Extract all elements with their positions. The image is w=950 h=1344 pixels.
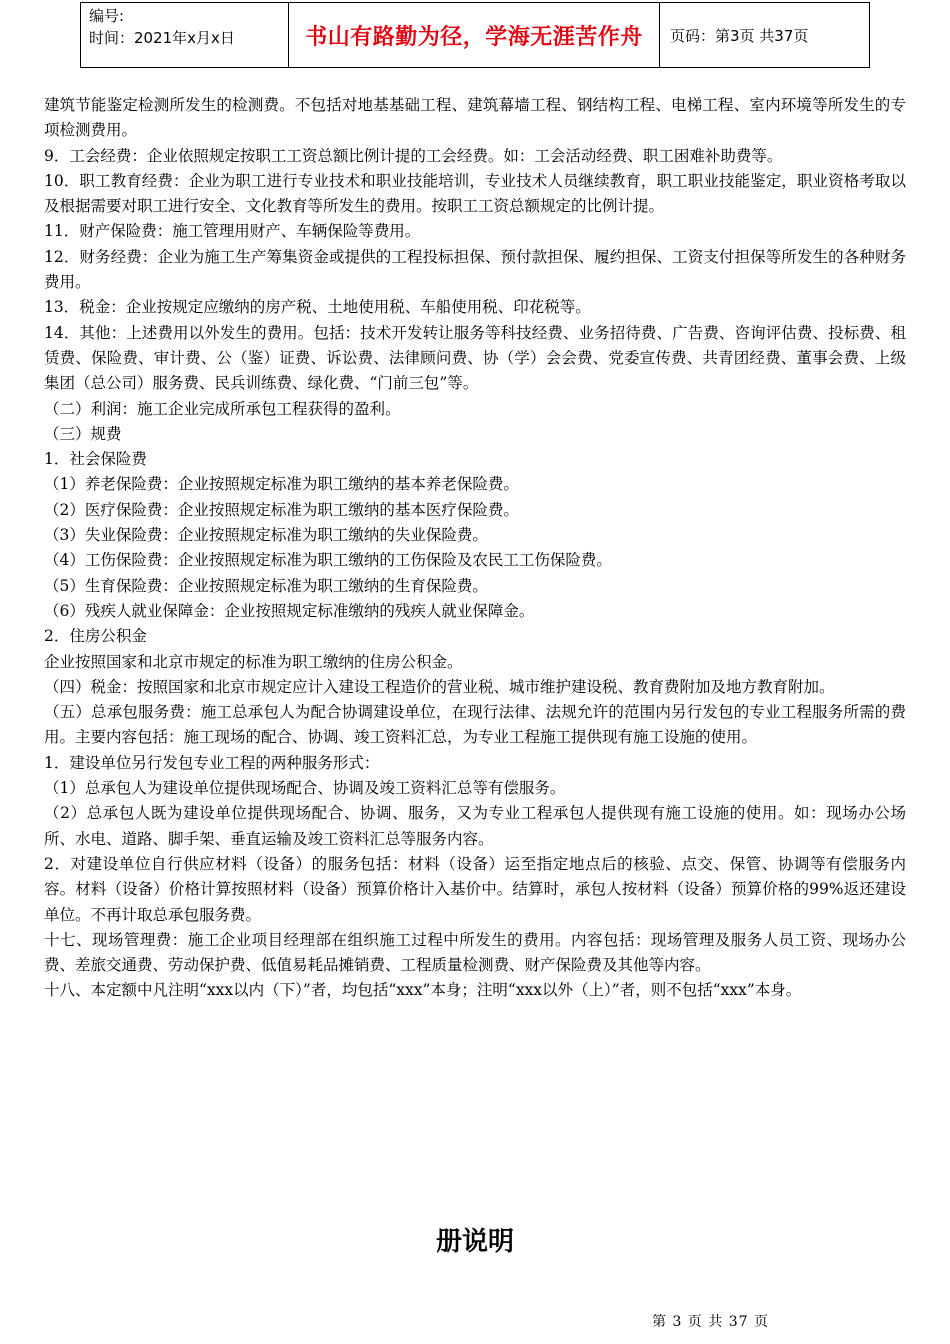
paragraph: 企业按照国家和北京市规定的标准为职工缴纳的住房公积金。 <box>44 652 463 671</box>
paragraph: 1．社会保险费 <box>44 450 147 469</box>
paragraph: （6）残疾人就业保障金：企业按照规定标准缴纳的残疾人就业保障金。 <box>44 601 535 620</box>
document-time-label: 时间：2021年x月x日 <box>89 29 235 47</box>
header-motto: 书山有路勤为径，学海无涯苦作舟 <box>289 3 660 68</box>
document-number-label: 编号: <box>89 7 125 25</box>
paragraph: 十八、本定额中凡注明“xxx以内（下）”者，均包括“xxx”本身；注明“xxx以外（上）”者，则不包括“xxx”本身。 <box>44 981 802 1000</box>
header-meta <box>81 3 289 68</box>
paragraph: （1）养老保险费：企业按照规定标准为职工缴纳的基本养老保险费。 <box>44 475 519 494</box>
paragraph: （二）利润：施工企业完成所承包工程获得的盈利。 <box>44 399 401 418</box>
paragraph: 12．财务经费：企业为施工生产筹集资金或提供的工程投标担保、预付款担保、履约担保、工资支付担保等所发生的各种财务费用。 <box>44 247 906 292</box>
paragraph: （五）总承包服务费：施工总承包人为配合协调建设单位，在现行法律、法规允许的范围内另行发包的专业工程服务所需的费用。主要内容包括：施工现场的配合、协调、竣工资料汇总，为专业工程施工提供现有施工设施的使用。 <box>44 703 906 747</box>
paragraph: 1．建设单位另行发包专业工程的两种服务形式： <box>44 753 380 772</box>
header-page-number: 页码：第3页 共37页 <box>660 3 870 68</box>
paragraph: 2．住房公积金 <box>44 627 147 646</box>
paragraph: （3）失业保险费：企业按照规定标准为职工缴纳的失业保险费。 <box>44 526 488 545</box>
page-header <box>80 2 870 68</box>
paragraph: 14．其他：上述费用以外发生的费用。包括：技术开发转让服务等科技经费、业务招待费、广告费、咨询评估费、投标费、租赁费、保险费、审计费、公（鉴）证费、诉讼费、法律顾问费、协（学）会会费、党委宣传费、共青团经费、董事会费、上级集团（总公司）服务费、民兵训练费、绿化费、“门前三包”等。 <box>44 323 906 393</box>
paragraph: （5）生育保险费：企业按照规定标准为职工缴纳的生育保险费。 <box>44 576 488 595</box>
paragraph: （四）税金：按照国家和北京市规定应计入建设工程造价的营业税、城市维护建设税、教育费附加及地方教育附加。 <box>44 677 835 696</box>
paragraph: （1）总承包人为建设单位提供现场配合、协调及竣工资料汇总等有偿服务。 <box>44 779 566 798</box>
paragraph: 9．工会经费：企业依照规定按职工工资总额比例计提的工会经费。如：工会活动经费、职工困难补助费等。 <box>44 146 783 165</box>
paragraph: （2）总承包人既为建设单位提供现场配合、协调、服务，又为专业工程承包人提供现有施工设施的使用。如：现场办公场所、水电、道路、脚手架、垂直运输及竣工资料汇总等服务内容。 <box>44 804 906 848</box>
paragraph: 11．财产保险费：施工管理用财产、车辆保险等费用。 <box>44 222 421 241</box>
paragraph: 2．对建设单位自行供应材料（设备）的服务包括：材料（设备）运至指定地点后的核验、点交、保管、协调等有偿服务内容。材料（设备）价格计算按照材料（设备）预算价格计入基价中。结算时，承包人按材料（设备）预算价格的99%返还建设单位。不再计取总承包服务费。 <box>44 854 906 924</box>
paragraph: （2）医疗保险费：企业按照规定标准为职工缴纳的基本医疗保险费。 <box>44 500 519 519</box>
paragraph: 13．税金：企业按规定应缴纳的房产税、土地使用税、车船使用税、印花税等。 <box>44 298 591 317</box>
document-body <box>44 93 906 1004</box>
page-footer: 第 3 页 共 37 页 <box>652 1314 769 1330</box>
paragraph: 建筑节能鉴定检测所发生的检测费。不包括对地基基础工程、建筑幕墙工程、钢结构工程、电梯工程、室内环境等所发生的专项检测费用。 <box>44 96 906 140</box>
section-title: 册说明 <box>435 1227 514 1257</box>
paragraph: 10．职工教育经费：企业为职工进行专业技术和职业技能培训，专业技术人员继续教育，职工职业技能鉴定，职业资格考取以及根据需要对职工进行安全、文化教育等所发生的费用。按职工工资总额规定的比例计提。 <box>44 171 906 216</box>
paragraph: 十七、现场管理费：施工企业项目经理部在组织施工过程中所发生的费用。内容包括：现场管理及服务人员工资、现场办公费、差旅交通费、劳动保护费、低值易耗品摊销费、工程质量检测费、财产保险费及其他等内容。 <box>44 930 906 975</box>
paragraph: （三）规费 <box>44 424 122 443</box>
paragraph: （4）工伤保险费：企业按照规定标准为职工缴纳的工伤保险及农民工工伤保险费。 <box>44 551 612 570</box>
